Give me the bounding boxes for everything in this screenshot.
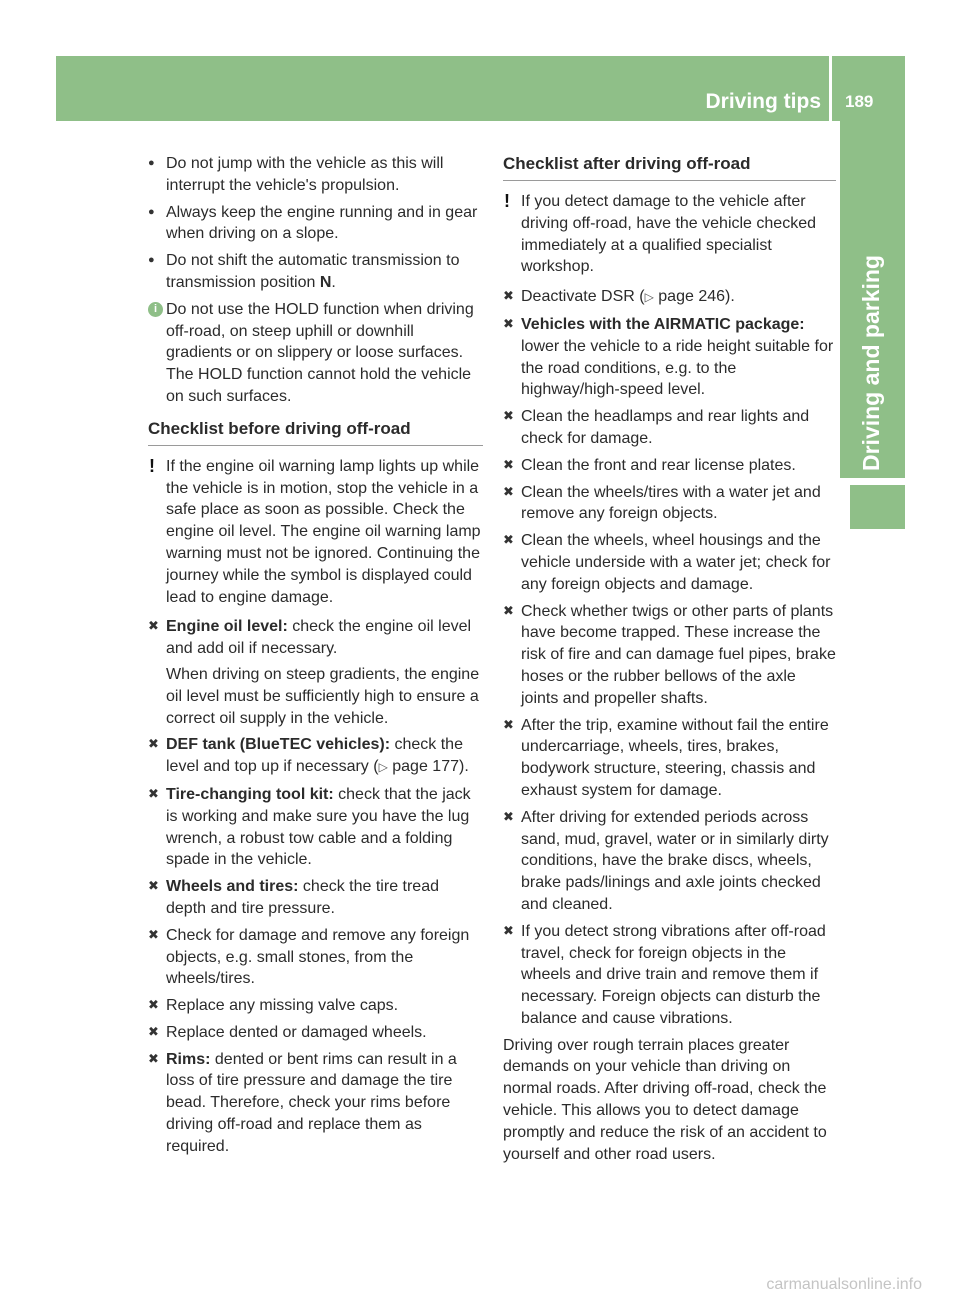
step-item: ✖ Vehicles with the AIRMATIC package: lower the vehicle to a ride height suitable for the road conditions, e.g. to the highway/high-speed level. xyxy=(503,315,834,399)
step-item: ✖ After driving for extended periods across sand, mud, gravel, water or in similarly dirty conditions, have the brake discs, wheels, brake pads/linings and axle joints checked and cleaned. xyxy=(503,808,829,913)
list-item: ● Do not jump with the vehicle as this will interrupt the vehicle's propulsion. xyxy=(148,155,444,194)
step-arrow-icon: ✖ xyxy=(503,603,514,619)
step-arrow-icon: ✖ xyxy=(503,923,514,939)
bullet-icon: ● xyxy=(148,157,155,169)
list-item: ● Always keep the engine running and in gear when driving on a slope. xyxy=(148,203,478,243)
chapter-side-tab-label: Driving and parking xyxy=(858,255,884,471)
section-title-before: Checklist before driving off-road xyxy=(148,418,483,446)
page-reference-link[interactable]: page 177 xyxy=(392,758,459,776)
warning-note: ! If the engine oil warning lamp lights up while the vehicle is in motion, stop the vehicle in a safe place as soon as possible. Check the engine oil level. The engine oil warning lamp warning must not be ignored. Continuing the journey while the symbol is displayed could lead to engine damage. xyxy=(149,455,481,606)
step-item: ✖ DEF tank (BlueTEC vehicles): check the level and top up if necessary (▷ page 177). xyxy=(148,736,469,776)
info-icon: i xyxy=(148,302,163,317)
page-ref-icon: ▷ xyxy=(378,760,388,775)
step-item: ✖ After the trip, examine without fail the entire undercarriage, wheels, tires, brakes, bodywork structure, steering, chassis and exhaust system for damage. xyxy=(503,716,829,799)
step-item: ✖ Deactivate DSR (▷ page 246). xyxy=(503,286,836,309)
step-arrow-icon: ✖ xyxy=(148,786,159,802)
page-number: 189 xyxy=(845,92,874,111)
page-ref-icon: ▷ xyxy=(644,290,654,305)
step-arrow-icon: ✖ xyxy=(503,533,514,549)
bullet-icon: ● xyxy=(148,254,155,267)
step-arrow-icon: ✖ xyxy=(503,289,514,305)
right-column xyxy=(503,153,836,1165)
step-item: ✖ Clean the wheels, wheel housings and the vehicle underside with a water jet; check for any foreign objects and damage. xyxy=(503,532,831,593)
step-item: ✖ Tire-changing tool kit: check that the jack is working and make sure you have the lug wrench, a robust tow cable and a folding spade in the vehicle. xyxy=(148,785,471,869)
step-arrow-icon: ✖ xyxy=(503,316,514,332)
step-item: ✖ Replace dented or damaged wheels. xyxy=(148,1022,483,1044)
step-item: ✖ Check whether twigs or other parts of plants have become trapped. These increase the risk of fire and can damage fuel pipes, brake hoses or the rubber bellows of the axle joints and propeller shafts. xyxy=(503,602,836,707)
bullet-icon: ● xyxy=(148,205,155,218)
step-arrow-icon: ✖ xyxy=(148,737,159,753)
chapter-side-tab xyxy=(840,121,905,478)
step-continuation: When driving on steep gradients, the engine oil level must be sufficiently high to ensure a correct oil supply in the vehicle. xyxy=(166,665,480,727)
header-divider xyxy=(829,56,832,121)
closing-paragraph: Driving over rough terrain places greater demands on your vehicle than driving on normal roads. After driving off-road, check the vehicle. This allows you to detect damage promptly and reduce the risk of an accident to yourself and other road users. xyxy=(503,1036,827,1163)
list-item: ● Do not shift the automatic transmission to transmission position N. xyxy=(148,252,460,291)
step-item: ✖ Replace any missing valve caps. xyxy=(148,995,483,1017)
chapter-marker-block xyxy=(850,485,905,529)
step-arrow-icon: ✖ xyxy=(148,1051,159,1067)
step-item: ✖ If you detect strong vibrations after off-road travel, check for foreign objects in the wheels and drive train and remove them if necessary. Foreign objects can disturb the balance and cause vibrations. xyxy=(503,922,826,1027)
step-arrow-icon: ✖ xyxy=(148,1024,159,1040)
step-item: ✖ Clean the wheels/tires with a water jet and remove any foreign objects. xyxy=(503,483,821,523)
watermark: carmanualsonline.info xyxy=(766,1276,922,1294)
step-arrow-icon: ✖ xyxy=(503,457,514,473)
page-reference-link[interactable]: page 246 xyxy=(658,288,726,306)
step-item: ✖ Rims: dented or bent rims can result in a loss of tire pressure and damage the tire bead. Therefore, check your rims before driving off-road and replace them as required. xyxy=(148,1050,457,1155)
step-item: ✖ Check for damage and remove any foreign objects, e.g. small stones, from the wheels/tires. xyxy=(148,926,470,988)
left-column xyxy=(148,153,483,1163)
step-arrow-icon: ✖ xyxy=(503,717,514,733)
section-header-title: Driving tips xyxy=(705,90,821,113)
step-item: ✖ Clean the front and rear license plates. xyxy=(503,455,836,477)
step-arrow-icon: ✖ xyxy=(503,809,514,825)
step-arrow-icon: ✖ xyxy=(503,409,514,425)
step-arrow-icon: ✖ xyxy=(148,927,159,943)
step-item: ✖ Clean the headlamps and rear lights and check for damage. xyxy=(503,408,810,447)
step-arrow-icon: ✖ xyxy=(503,484,514,500)
step-item: ✖ Wheels and tires: check the tire tread depth and tire pressure. xyxy=(148,878,439,917)
warning-icon: ! xyxy=(504,191,510,211)
step-item: ✖ Engine oil level: check the engine oil level and add oil if necessary. When driving on steep gradients, the engine oil level must be sufficiently high to ensure a correct oil supply in the vehicle. xyxy=(148,616,483,729)
warning-icon: ! xyxy=(149,455,155,476)
info-note: i Do not use the HOLD function when driving off-road, on steep uphill or downhill gradients or on slippery or loose surfaces. The HOLD function cannot hold the vehicle on such surfaces. xyxy=(148,299,483,408)
step-arrow-icon: ✖ xyxy=(148,619,159,635)
section-title-after: Checklist after driving off-road xyxy=(503,153,836,181)
warning-note: ! If you detect damage to the vehicle after driving off-road, have the vehicle checked immediately at a qualified specialist workshop. xyxy=(504,191,816,276)
step-arrow-icon: ✖ xyxy=(148,998,159,1014)
step-arrow-icon: ✖ xyxy=(148,879,159,895)
